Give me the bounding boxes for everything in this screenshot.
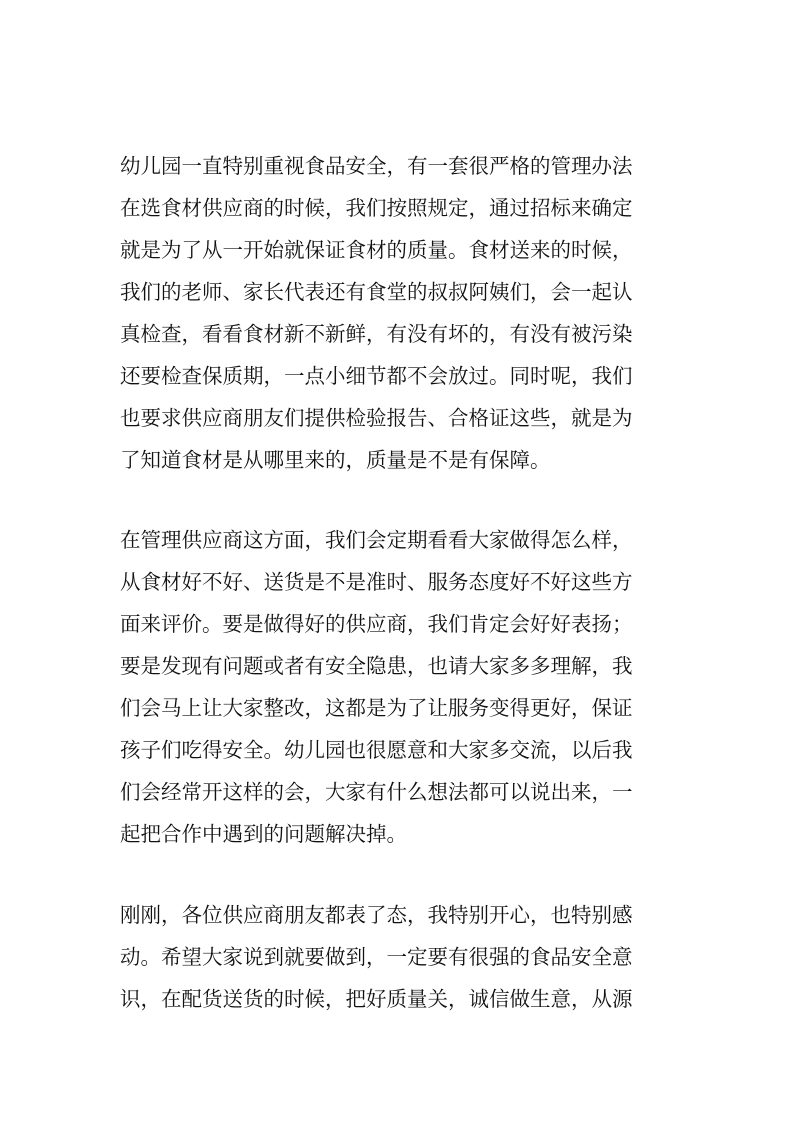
text-line: 还要检查保质期，一点小细节都不会放过。同时呢，我们 [120,364,633,388]
text-line: 刚刚，各位供应商朋友都表了态，我特别开心，也特别感 [120,903,633,927]
text-line: 们会经常开这样的会，大家有什么想法都可以说出来，一 [120,780,633,804]
text-line: 要是发现有问题或者有安全隐患，也请大家多多理解，我 [120,654,633,678]
text-line: 也要求供应商朋友们提供检验报告、合格证这些，就是为 [120,406,633,430]
paragraph-food-safety-management [120,145,680,481]
text-line: 幼儿园一直特别重视食品安全，有一套很严格的管理办法 [120,154,633,178]
text-line: 我们的老师、家长代表还有食堂的叔叔阿姨们，会一起认 [120,280,633,304]
text-line: 了知道食材是从哪里来的，质量是不是有保障。 [120,448,551,472]
text-line: 动。希望大家说到就要做到，一定要有很强的食品安全意 [120,945,633,969]
text-line: 孩子们吃得安全。幼儿园也很愿意和大家多交流，以后我 [120,738,633,762]
text-line: 面来评价。要是做得好的供应商，我们肯定会好好表扬； [120,612,633,636]
text-line: 真检查，看看食材新不新鲜，有没有坏的，有没有被污染 [120,322,633,346]
paragraph-supplier-evaluation [120,519,680,855]
text-line: 们会马上让大家整改，这都是为了让服务变得更好，保证 [120,696,633,720]
text-line: 识，在配货送货的时候，把好质量关，诚信做生意，从源 [120,987,633,1011]
text-line: 从食材好不好、送货是不是准时、服务态度好不好这些方 [120,570,633,594]
paragraph-supplier-commitment [120,894,680,1020]
text-line: 就是为了从一开始就保证食材的质量。食材送来的时候， [120,238,633,262]
text-line: 在选食材供应商的时候，我们按照规定，通过招标来确定 [120,196,633,220]
text-line: 在管理供应商这方面，我们会定期看看大家做得怎么样， [120,528,633,552]
text-line: 起把合作中遇到的问题解决掉。 [120,822,407,846]
